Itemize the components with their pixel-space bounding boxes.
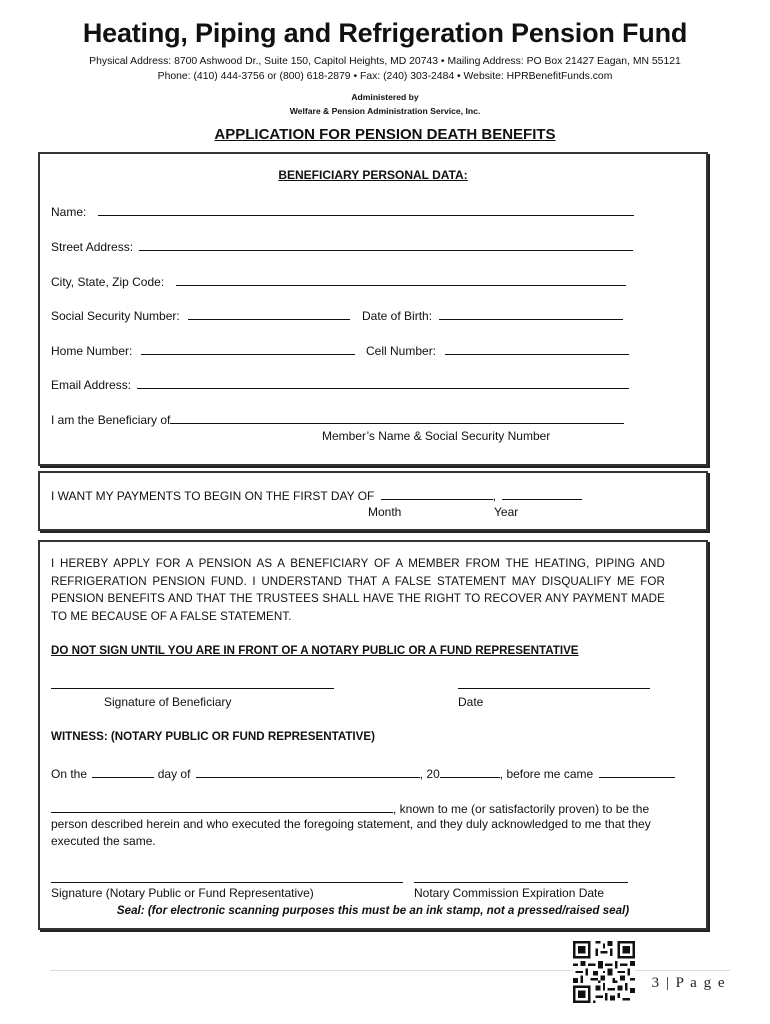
city-row: [51, 273, 626, 289]
expiration-caption: Notary Commission Expiration Date: [414, 886, 605, 900]
beneficiary-of-label: I am the Beneficiary of: [51, 413, 171, 427]
street-field[interactable]: [139, 238, 633, 251]
payment-text: I WANT MY PAYMENTS TO BEGIN ON THE FIRST DAY OF: [51, 489, 375, 503]
page-number: 3 | P a g e: [651, 975, 726, 991]
member-caption: Member’s Name & Social Security Number: [322, 429, 551, 443]
known-to-me-text: , known to me (or satisfactorily proven) to be the: [393, 802, 650, 816]
comma-20-label: , 20: [419, 767, 440, 781]
payment-start-section: [38, 471, 708, 531]
declaration-paragraph: I HEREBY APPLY FOR A PENSION AS A BENEFICIARY OF A MEMBER FROM THE HEATING, PIPING AND REFRIGERATION PENSION FUND. I UNDERSTAND THAT A FALSE STATEMENT MAY DISQUALIFY ME FOR PENSION BENEFITS AND THAT THE TRUSTEES SHALL HAVE THE RIGHT TO RECOVER ANY PAYMENT MADE TO ME BECAUSE OF A FALSE STATEMENT.: [51, 557, 665, 623]
cell-label: Cell Number:: [366, 344, 437, 358]
city-label: City, State, Zip Code:: [51, 275, 165, 289]
street-row: [51, 238, 633, 254]
notary-signature-field[interactable]: [51, 870, 403, 883]
person-described-text: person described herein and who executed the foregoing statement, and they duly acknowledged to me that they executed the same.: [51, 817, 651, 848]
email-row: [51, 376, 629, 392]
fund-title: Heating, Piping and Refrigeration Pension Fund: [82, 18, 688, 48]
cell-field[interactable]: [445, 342, 629, 355]
witness-heading: WITNESS: (NOTARY PUBLIC OR FUND REPRESENTATIVE): [51, 730, 375, 743]
notary-date-row: [51, 765, 675, 781]
month-of-field[interactable]: [196, 765, 420, 778]
beneficiary-date-field[interactable]: [458, 676, 650, 689]
street-label: Street Address:: [51, 240, 134, 254]
member-field[interactable]: [170, 411, 624, 424]
beneficiary-of-row: [51, 411, 624, 427]
ssn-label: Social Security Number:: [51, 309, 180, 323]
section-heading: BENEFICIARY PERSONAL DATA:: [278, 168, 468, 182]
declaration-section: [38, 540, 708, 930]
cell-row: [366, 342, 629, 358]
address-line: Physical Address: 8700 Ashwood Dr., Suite 150, Capitol Heights, MD 20743 • Mailing Address: PO Box 21427 Eagan, MN 55121: [89, 56, 681, 67]
home-field[interactable]: [141, 342, 355, 355]
day-of-label: day of: [157, 767, 191, 781]
before-me-label: , before me came: [499, 767, 594, 781]
form-title: APPLICATION FOR PENSION DEATH BENEFITS: [214, 126, 556, 143]
on-the-label: On the: [51, 767, 88, 781]
qr-code: [573, 941, 635, 1003]
administrator-name: Welfare & Pension Administration Service, Inc.: [289, 106, 481, 116]
name-label: Name:: [51, 205, 87, 219]
ssn-field[interactable]: [188, 307, 350, 320]
sign-warning: DO NOT SIGN UNTIL YOU ARE IN FRONT OF A NOTARY PUBLIC OR A FUND REPRESENTATIVE: [51, 644, 579, 657]
year-notary-field[interactable]: [440, 765, 500, 778]
payment-comma: ,: [492, 489, 497, 503]
known-person-field[interactable]: [51, 800, 393, 813]
dob-row: [362, 307, 623, 323]
known-row: [51, 800, 649, 816]
date-caption: Date: [458, 695, 484, 709]
year-caption: Year: [494, 505, 519, 519]
contact-line: Phone: (410) 444-3756 or (800) 618-2879 • Fax: (240) 303-2484 • Website: HPRBenefitFunds.com: [157, 71, 613, 82]
came-name-field[interactable]: [599, 765, 675, 778]
payment-row: [51, 487, 582, 503]
month-field[interactable]: [381, 487, 493, 500]
month-caption: Month: [368, 505, 402, 519]
notary-signature-caption: Signature (Notary Public or Fund Representative): [51, 886, 314, 900]
seal-note: Seal: (for electronic scanning purposes this must be an ink stamp, not a pressed/raised seal): [116, 904, 630, 917]
ssn-row: [51, 307, 350, 323]
name-row: [51, 203, 634, 219]
home-label: Home Number:: [51, 344, 133, 358]
email-label: Email Address:: [51, 378, 132, 392]
beneficiary-data-section: [38, 152, 708, 466]
expiration-date-field[interactable]: [414, 870, 628, 883]
dob-label: Date of Birth:: [362, 309, 433, 323]
dob-field[interactable]: [439, 307, 623, 320]
beneficiary-signature-field[interactable]: [51, 676, 334, 689]
signature-caption: Signature of Beneficiary: [104, 695, 232, 709]
year-field[interactable]: [502, 487, 582, 500]
city-field[interactable]: [176, 273, 626, 286]
home-row: [51, 342, 355, 358]
administered-by-label: Administered by: [351, 92, 419, 102]
day-field[interactable]: [92, 765, 154, 778]
name-field[interactable]: [98, 203, 634, 216]
email-field[interactable]: [137, 376, 629, 389]
